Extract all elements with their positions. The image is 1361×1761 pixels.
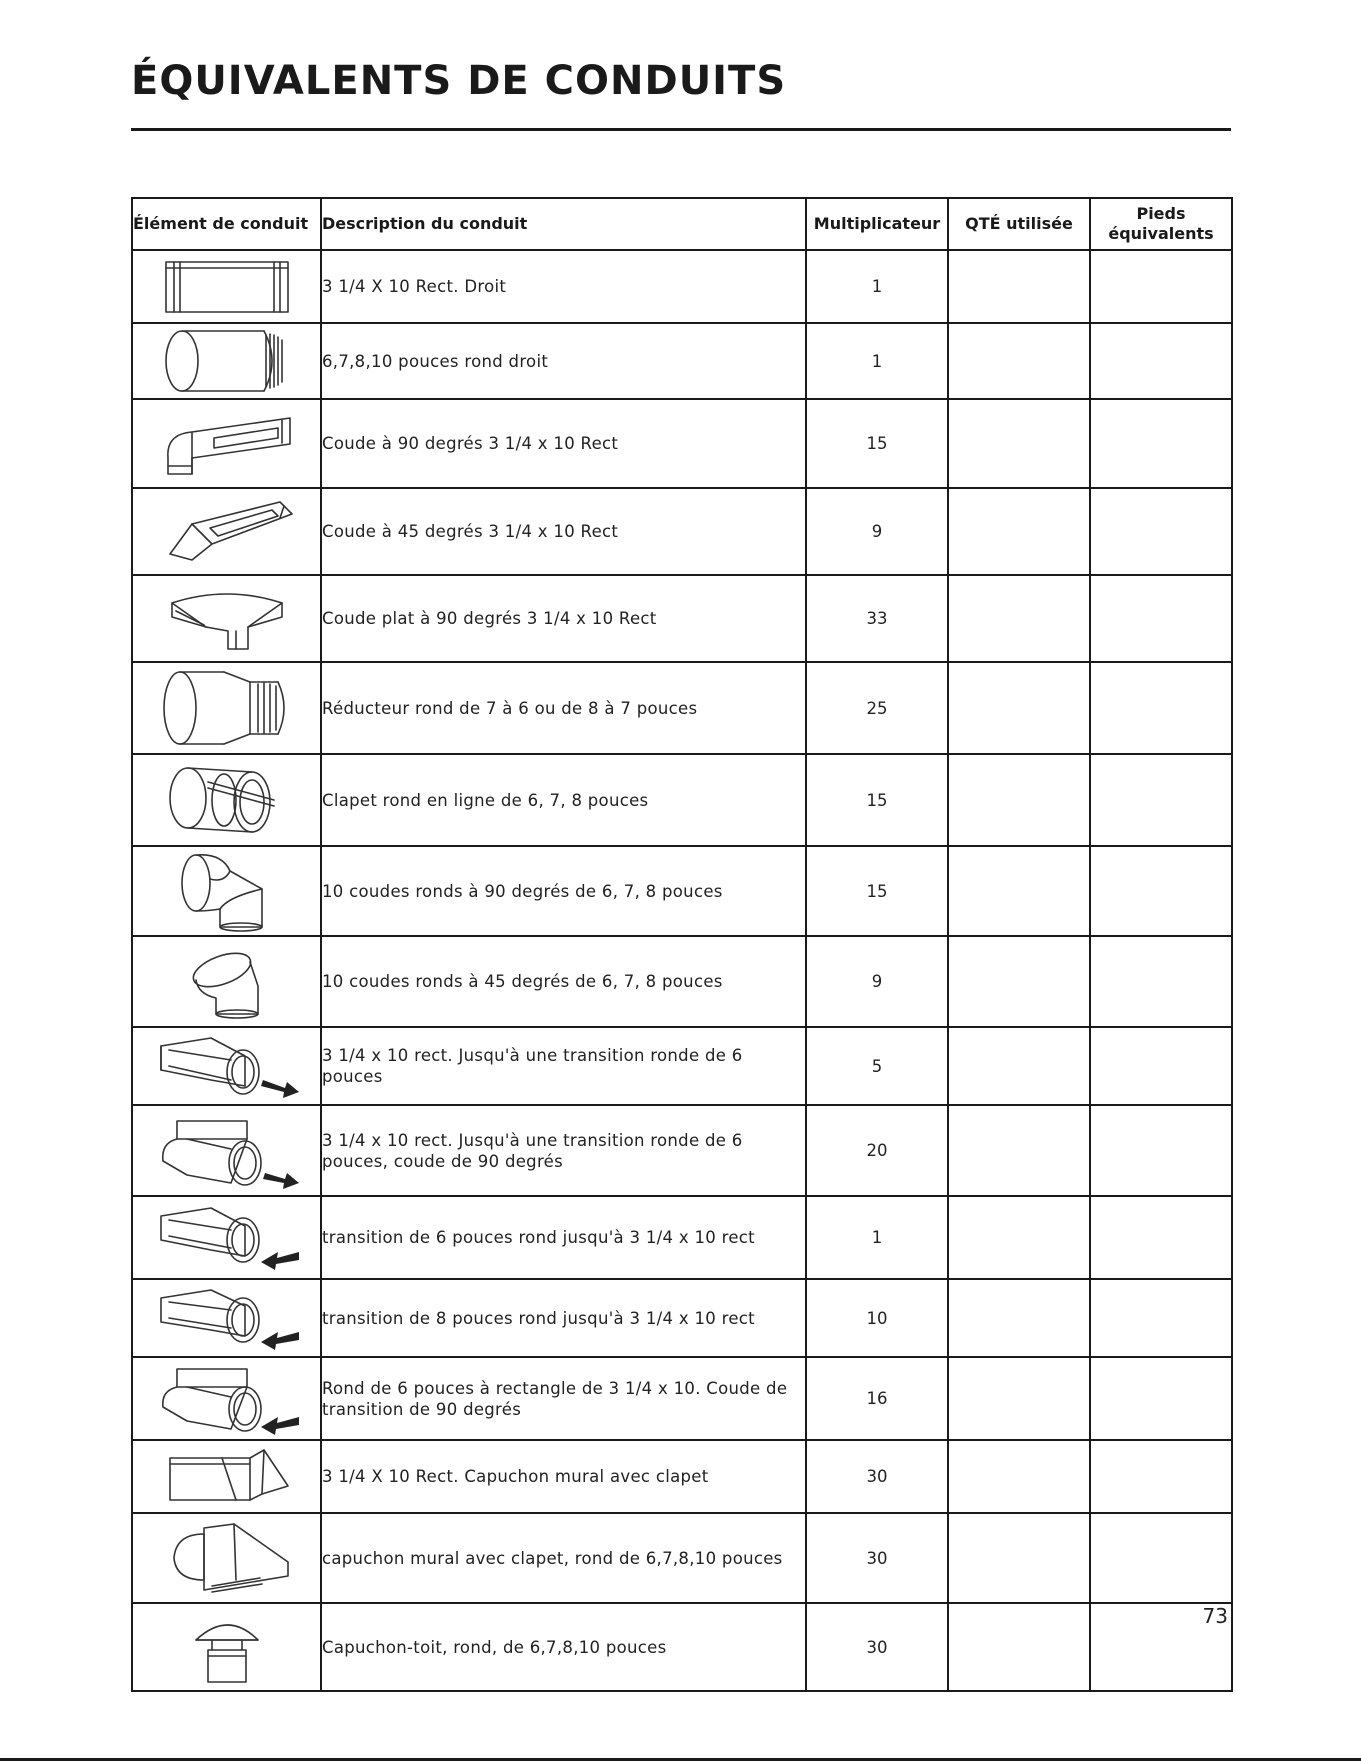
row-description: Coude plat à 90 degrés 3 1/4 x 10 Rect (321, 575, 806, 662)
table-row (132, 1105, 1232, 1196)
header-element: Élément de conduit (132, 198, 321, 250)
header-multiplier: Multiplicateur (806, 198, 948, 250)
round-inline-damper-icon (152, 758, 302, 842)
table-row (132, 1279, 1232, 1357)
qty-cell[interactable] (948, 1105, 1090, 1196)
row-description: 3 1/4 x 10 rect. Jusqu'à une transition ronde de 6 pouces (321, 1027, 806, 1105)
qty-cell[interactable] (948, 754, 1090, 846)
row-multiplier: 9 (806, 488, 948, 575)
row-description: Clapet rond en ligne de 6, 7, 8 pouces (321, 754, 806, 846)
table-row (132, 936, 1232, 1027)
rect-wall-cap-icon (152, 1444, 302, 1510)
round-45-elbow-icon (152, 940, 302, 1024)
table-row (132, 1603, 1232, 1691)
qty-cell[interactable] (948, 662, 1090, 754)
header-equiv-line2: équivalents (1108, 224, 1214, 243)
qty-cell[interactable] (948, 323, 1090, 399)
row-description: Capuchon-toit, rond, de 6,7,8,10 pouces (321, 1603, 806, 1691)
row-multiplier: 15 (806, 846, 948, 936)
rect-90-elbow-icon (152, 404, 302, 484)
table-row (132, 1357, 1232, 1440)
equiv-feet-cell[interactable] (1090, 250, 1232, 323)
equiv-feet-cell[interactable] (1090, 1196, 1232, 1279)
row-multiplier: 20 (806, 1105, 948, 1196)
qty-cell[interactable] (948, 1357, 1090, 1440)
row-description: Réducteur rond de 7 à 6 ou de 8 à 7 pouces (321, 662, 806, 754)
round-to-rect-90-transition-icon (147, 1361, 307, 1437)
row-multiplier: 1 (806, 1196, 948, 1279)
table-row (132, 1027, 1232, 1105)
rect-to-round-90-transition-icon (147, 1109, 307, 1193)
page-title: ÉQUIVALENTS DE CONDUITS (131, 58, 787, 104)
row-description: capuchon mural avec clapet, rond de 6,7,8,10 pouces (321, 1513, 806, 1603)
round6-to-rect-transition-icon (147, 1200, 307, 1276)
table-row (132, 1196, 1232, 1279)
table-header-row (132, 198, 1232, 250)
round-reducer-icon (152, 666, 302, 750)
table-row (132, 575, 1232, 662)
row-description: 10 coudes ronds à 45 degrés de 6, 7, 8 pouces (321, 936, 806, 1027)
row-description: 3 1/4 X 10 Rect. Droit (321, 250, 806, 323)
qty-cell[interactable] (948, 1027, 1090, 1105)
header-equivalent-feet (1090, 198, 1232, 250)
page-number: 73 (1202, 1604, 1228, 1628)
row-multiplier: 5 (806, 1027, 948, 1105)
qty-cell[interactable] (948, 936, 1090, 1027)
qty-cell[interactable] (948, 575, 1090, 662)
table-row (132, 399, 1232, 488)
equiv-feet-cell[interactable] (1090, 754, 1232, 846)
equiv-feet-cell[interactable] (1090, 575, 1232, 662)
row-multiplier: 1 (806, 323, 948, 399)
table-row (132, 754, 1232, 846)
row-multiplier: 30 (806, 1603, 948, 1691)
row-multiplier: 30 (806, 1440, 948, 1513)
qty-cell[interactable] (948, 250, 1090, 323)
qty-cell[interactable] (948, 1440, 1090, 1513)
row-multiplier: 15 (806, 399, 948, 488)
rect-to-round-transition-icon (147, 1030, 307, 1102)
row-multiplier: 9 (806, 936, 948, 1027)
header-description: Description du conduit (321, 198, 806, 250)
equiv-feet-cell[interactable] (1090, 1027, 1232, 1105)
equiv-feet-cell[interactable] (1090, 936, 1232, 1027)
table-row (132, 1440, 1232, 1513)
row-description: 10 coudes ronds à 90 degrés de 6, 7, 8 pouces (321, 846, 806, 936)
table-row (132, 846, 1232, 936)
header-qty: QTÉ utilisée (948, 198, 1090, 250)
table-row (132, 1513, 1232, 1603)
round-90-elbow-icon (152, 849, 302, 933)
row-description: transition de 6 pouces rond jusqu'à 3 1/4 x 10 rect (321, 1196, 806, 1279)
qty-cell[interactable] (948, 399, 1090, 488)
row-multiplier: 33 (806, 575, 948, 662)
row-description: transition de 8 pouces rond jusqu'à 3 1/4 x 10 rect (321, 1279, 806, 1357)
equiv-feet-cell[interactable] (1090, 846, 1232, 936)
table-row (132, 323, 1232, 399)
title-divider (131, 128, 1231, 131)
qty-cell[interactable] (948, 1603, 1090, 1691)
equiv-feet-cell[interactable] (1090, 1279, 1232, 1357)
row-multiplier: 25 (806, 662, 948, 754)
row-multiplier: 1 (806, 250, 948, 323)
table-row (132, 488, 1232, 575)
qty-cell[interactable] (948, 1196, 1090, 1279)
duct-equivalents-table (131, 197, 1233, 1692)
equiv-feet-cell[interactable] (1090, 662, 1232, 754)
row-multiplier: 15 (806, 754, 948, 846)
qty-cell[interactable] (948, 1513, 1090, 1603)
rect-45-elbow-icon (152, 494, 302, 570)
equiv-feet-cell[interactable] (1090, 1440, 1232, 1513)
table-row (132, 662, 1232, 754)
row-description: Coude à 45 degrés 3 1/4 x 10 Rect (321, 488, 806, 575)
round-straight-duct-icon (152, 326, 302, 396)
row-description: 3 1/4 x 10 rect. Jusqu'à une transition ronde de 6 pouces, coude de 90 degrés (321, 1105, 806, 1196)
row-description: 3 1/4 X 10 Rect. Capuchon mural avec clapet (321, 1440, 806, 1513)
round8-to-rect-transition-icon (147, 1282, 307, 1354)
equiv-feet-cell[interactable] (1090, 1357, 1232, 1440)
equiv-feet-cell[interactable] (1090, 399, 1232, 488)
qty-cell[interactable] (948, 846, 1090, 936)
row-description: Rond de 6 pouces à rectangle de 3 1/4 x 10. Coude de transition de 90 degrés (321, 1357, 806, 1440)
round-wall-cap-icon (152, 1516, 302, 1600)
qty-cell[interactable] (948, 1279, 1090, 1357)
row-description: Coude à 90 degrés 3 1/4 x 10 Rect (321, 399, 806, 488)
qty-cell[interactable] (948, 488, 1090, 575)
row-description: 6,7,8,10 pouces rond droit (321, 323, 806, 399)
equiv-feet-cell[interactable] (1090, 1105, 1232, 1196)
row-multiplier: 10 (806, 1279, 948, 1357)
table-row (132, 250, 1232, 323)
equiv-feet-cell[interactable] (1090, 323, 1232, 399)
rect-flat-90-elbow-icon (152, 581, 302, 657)
equiv-feet-cell[interactable] (1090, 1513, 1232, 1603)
equiv-feet-cell[interactable] (1090, 488, 1232, 575)
round-roof-cap-icon (152, 1606, 302, 1688)
row-multiplier: 30 (806, 1513, 948, 1603)
row-multiplier: 16 (806, 1357, 948, 1440)
header-equiv-line1: Pieds (1136, 204, 1186, 223)
rect-straight-duct-icon (152, 254, 302, 320)
